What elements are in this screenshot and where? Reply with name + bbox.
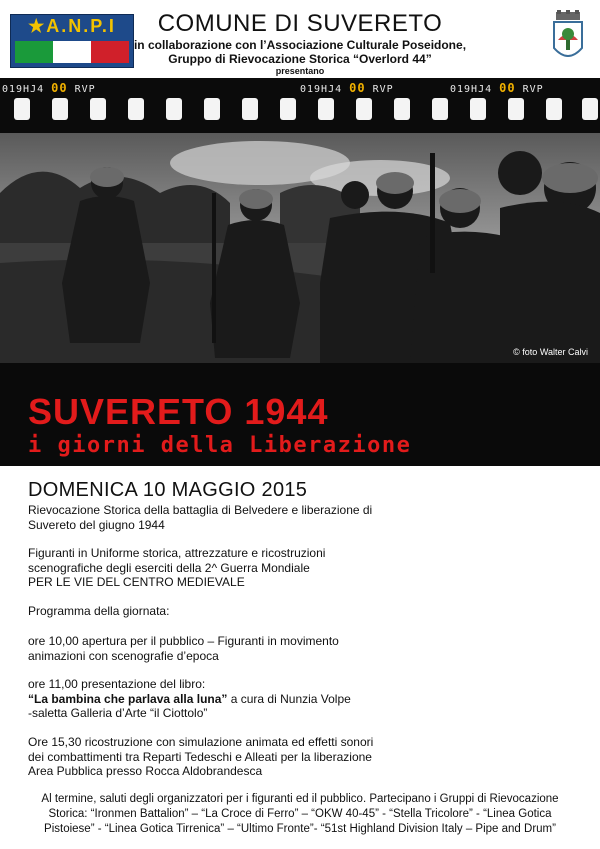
book-title: “La bambina che parlava alla luna”	[28, 691, 228, 706]
hero-subtitle: i giorni della Liberazione	[28, 433, 412, 458]
municipality-title: COMUNE DI SUVERETO	[157, 10, 443, 37]
program-item-2	[28, 677, 588, 721]
film-code: 019HJ4 00 RVP	[300, 81, 394, 95]
film-hole	[52, 98, 68, 120]
footer-participants	[0, 792, 600, 837]
figuranti-line: Figuranti in Uniforme storica, attrezzature e ricostruzioni	[28, 546, 326, 560]
soldiers-photo	[0, 133, 600, 363]
figuranti-line: scenografiche degli eserciti della 2^ Guerra Mondiale	[28, 560, 310, 575]
film-hole	[394, 98, 410, 120]
film-hole	[204, 98, 220, 120]
footer-line: Storica: “Ironmen Battalion” – “La Croce di Ferro” – “OKW 40-45” - “Stella Tricolore” - “Linea Gotica	[48, 808, 552, 820]
presented-label: presentano	[275, 66, 325, 76]
film-strip	[0, 78, 600, 133]
book-author: a cura di Nunzia Volpe	[227, 691, 351, 706]
film-hole	[546, 98, 562, 120]
film-hole	[128, 98, 144, 120]
film-codes	[0, 81, 600, 95]
program-line: ore 10,00 apertura per il pubblico – Figuranti in movimento	[28, 634, 339, 648]
program-line: ore 11,00 presentazione del libro:	[28, 677, 206, 691]
subtitle-line-2: Gruppo di Rievocazione Storica “Overlord 44”	[168, 52, 432, 66]
programma-heading-text: Programma della giornata:	[28, 604, 170, 618]
film-code: 019HJ4 00 RVP	[2, 81, 96, 95]
film-hole	[318, 98, 334, 120]
film-perforations	[0, 98, 600, 122]
program-line: Area Pubblica presso Rocca Aldobrandesca	[28, 764, 263, 778]
figuranti-paragraph	[28, 546, 588, 590]
film-hole	[356, 98, 372, 120]
film-hole	[432, 98, 448, 120]
film-hole	[582, 98, 598, 120]
film-hole	[508, 98, 524, 120]
logo-text: A.N.P.I	[46, 15, 116, 36]
intro-paragraph	[28, 503, 588, 532]
film-hole	[166, 98, 182, 120]
intro-line: Suvereto del giugno 1944	[28, 517, 165, 532]
star-icon: ★	[28, 15, 47, 36]
program-line: dei combattimenti tra Reparti Tedeschi e Alleati per la liberazione	[28, 749, 372, 764]
programma-heading	[28, 604, 588, 619]
footer-line: Al termine, saluti degli organizzatori per i figuranti ed il pubblico. Partecipano i Gruppi di Rievocazione	[41, 793, 559, 805]
film-hole	[14, 98, 30, 120]
film-hole	[90, 98, 106, 120]
subtitle-line-1: in collaborazione con l’Associazione Culturale Poseidone,	[133, 38, 467, 52]
hero-title: SUVERETO 1944	[28, 391, 329, 432]
soldiers-photo-image	[0, 133, 600, 363]
program-line: -saletta Galleria d’Arte “il Ciottolo”	[28, 706, 208, 720]
program-line: animazioni con scenografie d’epoca	[28, 648, 219, 663]
program-item-1	[28, 634, 588, 663]
event-date: DOMENICA 10 MAGGIO 2015	[28, 479, 308, 501]
program-line: Ore 15,30 ricostruzione con simulazione animata ed effetti sonori	[28, 735, 374, 749]
film-code: 019HJ4 00 RVP	[450, 81, 544, 95]
intro-line: Rievocazione Storica della battaglia di Belvedere e liberazione di	[28, 503, 373, 517]
film-hole	[470, 98, 486, 120]
hero-band	[0, 363, 600, 466]
film-hole	[280, 98, 296, 120]
footer-line: Pistoiese” - “Linea Gotica Tirrenica” – “Ultimo Fronte”- “51st Highland Division Italy – Pipe and Drum”	[44, 823, 556, 835]
book-line	[28, 692, 588, 707]
photo-credit: © foto Walter Calvi	[513, 347, 588, 357]
film-hole	[242, 98, 258, 120]
figuranti-line: PER LE VIE DEL CENTRO MEDIEVALE	[28, 575, 245, 589]
program-item-3	[28, 735, 588, 779]
